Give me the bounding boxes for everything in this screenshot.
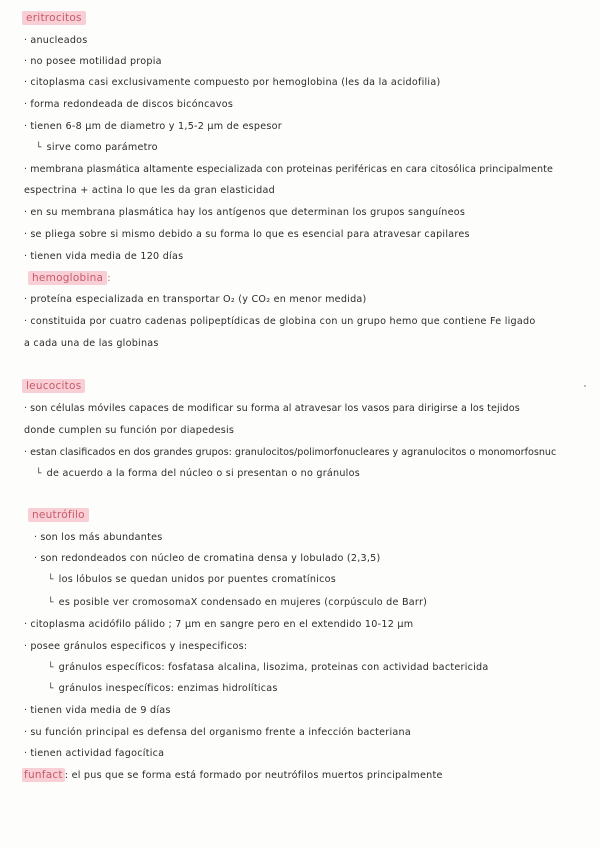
list-item: · citoplasma acidófilo pálido ; 7 µm en sangre pero en el extendido 10-12 µm xyxy=(24,618,413,632)
list-item: · anucleados xyxy=(24,34,88,48)
list-item: · no posee motilidad propia xyxy=(24,55,162,69)
sub-item: └ gránulos inespecíficos: enzimas hidrolíticas xyxy=(48,682,278,696)
list-item: · proteína especializada en transportar O₂ (y CO₂ en menor medida) xyxy=(24,293,367,307)
list-item: · se pliega sobre si mismo debido a su forma lo que es esencial para atravesar capilares xyxy=(24,228,470,242)
heading-hemoglobina-label: hemoglobina xyxy=(28,271,107,285)
list-item: · membrana plasmática altamente especializada con proteinas periféricas en cara citosólica principalmente xyxy=(24,163,553,177)
list-item: · posee gránulos especificos y inespecificos: xyxy=(24,640,247,654)
funfact-text: : el pus que se forma está formado por neutrófilos muertos principalmente xyxy=(64,770,443,781)
list-item: · tienen actividad fagocítica xyxy=(24,747,164,761)
sub-item: └ los lóbulos se quedan unidos por puentes cromatínicos xyxy=(48,573,336,587)
sub-item: └ es posible ver cromosomaX condensado en mujeres (corpúsculo de Barr) xyxy=(48,596,427,610)
heading-neutrofilo-label: neutrófilo xyxy=(28,508,89,522)
list-item-continued: donde cumplen su función por diapedesis xyxy=(24,425,235,436)
sub-item: └ de acuerdo a la forma del núcleo o si presentan o no gránulos xyxy=(36,467,360,481)
list-item: · su función principal es defensa del organismo frente a infección bacteriana xyxy=(24,726,411,740)
list-item: · son los más abundantes xyxy=(34,531,163,545)
heading-leucocitos xyxy=(22,379,85,394)
list-item: · son células móviles capaces de modificar su forma al atravesar los vasos para dirigirse a los tejidos xyxy=(24,402,520,416)
heading-neutrofilo xyxy=(28,508,89,523)
list-item: · son redondeados con núcleo de cromatina densa y lobulado (2,3,5) xyxy=(34,552,381,566)
heading-hemoglobina-colon: : xyxy=(107,273,111,284)
list-item: · tienen vida media de 120 días xyxy=(24,250,183,264)
heading-hemoglobina xyxy=(28,271,111,286)
list-item-continued: espectrina + actina lo que les da gran elasticidad xyxy=(24,185,275,196)
sub-item: └ sirve como parámetro xyxy=(36,141,158,155)
heading-eritrocitos xyxy=(22,11,86,26)
list-item: · citoplasma casi exclusivamente compuesto por hemoglobina (les da la acidofilia) xyxy=(24,76,440,90)
funfact-label: funfact xyxy=(24,769,63,781)
list-item: · tienen 6-8 µm de diametro y 1,5-2 µm de espesor xyxy=(24,120,282,134)
list-item: · estan clasificados en dos grandes grupos: granulocitos/polimorfonucleares y agranulocitos o monomorfosnuc xyxy=(24,446,556,460)
page-mark xyxy=(584,385,586,387)
funfact xyxy=(22,768,443,783)
heading-leucocitos-label: leucocitos xyxy=(22,379,85,393)
list-item-continued: a cada una de las globinas xyxy=(24,338,159,349)
list-item: · forma redondeada de discos bicóncavos xyxy=(24,98,233,112)
list-item: · tienen vida media de 9 días xyxy=(24,704,171,718)
list-item: · en su membrana plasmática hay los antígenos que determinan los grupos sanguíneos xyxy=(24,206,465,220)
heading-eritrocitos-label: eritrocitos xyxy=(22,11,86,25)
list-item: · constituida por cuatro cadenas polipeptídicas de globina con un grupo hemo que contiene Fe ligado xyxy=(24,315,535,329)
sub-item: └ gránulos específicos: fosfatasa alcalina, lisozima, proteinas con actividad bactericida xyxy=(48,661,489,675)
